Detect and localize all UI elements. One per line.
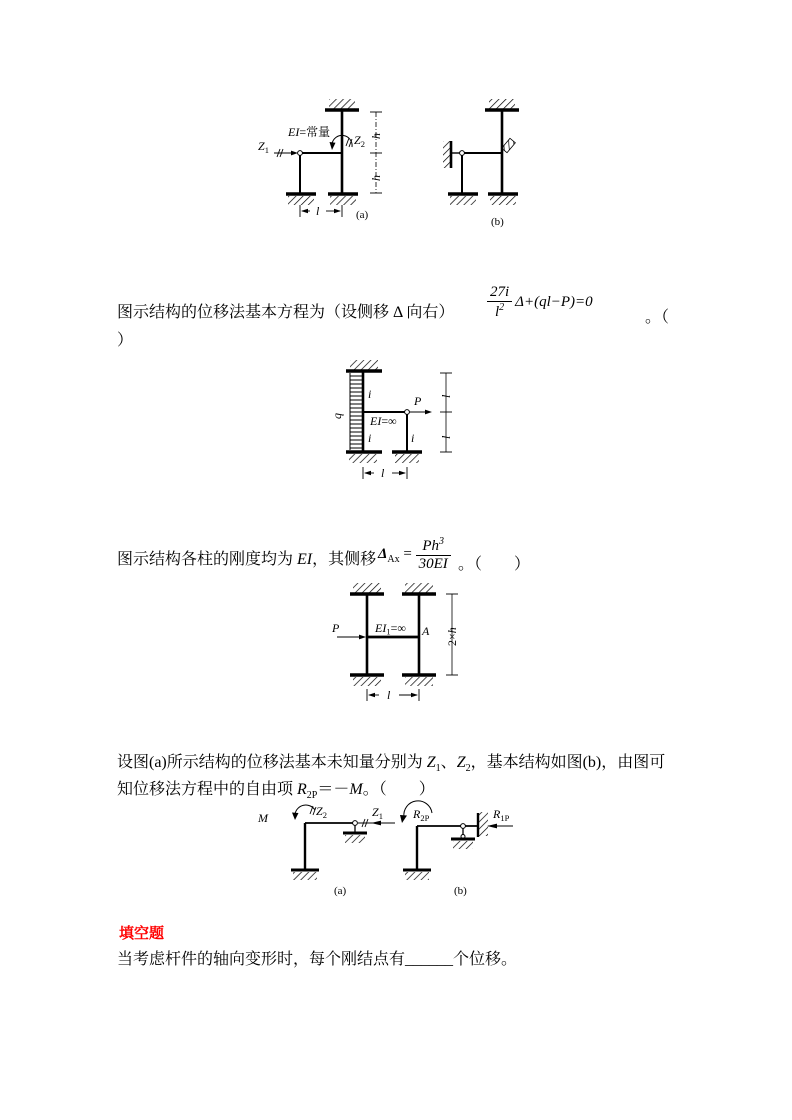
m-moment-arrow — [292, 805, 316, 820]
label-q: q — [330, 413, 344, 419]
label-l: l — [316, 204, 320, 218]
dim-h — [369, 112, 383, 193]
p-arrow — [331, 621, 366, 639]
hinge — [298, 151, 303, 156]
fig1b-tag: (b) — [491, 216, 504, 228]
fig1a-tag: (a) — [356, 209, 369, 221]
wall-support-hatch — [479, 812, 488, 836]
distributed-load-q — [330, 373, 362, 450]
label-h-upper: h — [369, 133, 383, 139]
hinge — [461, 824, 466, 829]
p-arrow — [409, 394, 432, 414]
hinge — [460, 151, 465, 156]
hinge-node — [405, 410, 410, 415]
label-h-lower: h — [369, 175, 383, 181]
label-i-left: i — [368, 431, 372, 445]
fig4b-structure — [400, 801, 513, 897]
q2-formula: $\Delta_{Ax}$ = $\frac{Ph^3}{30EI}$ — [378, 536, 451, 574]
q3-line2: 知位移法方程中的自由项 $R_{2P}=-M$。（ ） — [117, 781, 435, 802]
q1-after: 。（ — [645, 309, 670, 326]
q1-formula: $\frac{27i}{l^2}$ Δ+(ql−P)=0 — [487, 284, 593, 322]
q3-line1: 设图(a)所示结构的位移法基本未知量分别为 $Z_1$、$Z_2$，基本结构如图(b)，由图可 — [117, 754, 666, 775]
q1-frac-num: 27i — [487, 284, 512, 302]
dim-bottom — [367, 688, 419, 702]
label-r1p: $R_{1P}$ — [493, 807, 510, 823]
q1-text: 图示结构的位移法基本方程为（设侧移 Δ 向右） — [117, 304, 455, 321]
q1-close-paren: ） — [117, 332, 134, 349]
q1-formula-rest: Δ+(ql−P)=0 — [515, 294, 593, 311]
fig4b-tag: (b) — [454, 885, 467, 897]
label-l-lower: l — [439, 435, 453, 439]
label-point-a: A — [422, 624, 430, 638]
label-z2: $Z_2$ — [354, 133, 365, 149]
label-z1: $Z_1$ — [258, 139, 269, 155]
figure-h-frame — [325, 580, 470, 705]
label-i-top: i — [368, 387, 372, 401]
fig1a-structure — [258, 99, 383, 221]
figure-q-load-frame — [330, 358, 460, 488]
label-z2: $Z_2$ — [316, 804, 327, 820]
hinge — [353, 821, 358, 826]
fig4a-tag: (a) — [334, 885, 347, 897]
label-l: l — [387, 688, 391, 702]
fill-in-question: 当考虑杆件的轴向变形时，每个刚结点有______个位移。 — [117, 951, 518, 968]
z1-arrow — [274, 149, 298, 157]
fig4a-structure — [257, 804, 395, 897]
z1-arrow — [358, 819, 395, 827]
r1p-arrow — [487, 824, 513, 829]
label-z1: $Z_1$ — [372, 805, 383, 821]
label-p: P — [414, 394, 422, 408]
fig1b-structure — [443, 99, 519, 228]
dim-l — [300, 204, 342, 218]
figure-frame-ab — [250, 93, 550, 238]
dim-2xh — [445, 594, 459, 675]
label-l-bottom: l — [381, 466, 385, 480]
figure-l-frames-ab — [255, 805, 535, 900]
dim-right — [439, 373, 453, 452]
section-heading-fill-in: 填空题 — [119, 925, 165, 942]
dim-bottom — [363, 466, 407, 480]
label-i-right: i — [411, 431, 415, 445]
q2-text: 图示结构各柱的刚度均为 EI，其侧移 — [117, 551, 377, 568]
added-clamp-flag — [502, 138, 516, 152]
label-ei1-infinity: $EI_1=\infty$ — [375, 621, 406, 637]
label-2xh: 2×h — [445, 627, 459, 646]
label-m: M — [258, 811, 268, 825]
label-ei-constant: EI=常量 — [288, 125, 331, 139]
label-l-upper: l — [439, 394, 453, 398]
label-ei-infinity: EI=∞ — [370, 414, 397, 428]
label-r2p: $R_{2P}$ — [413, 807, 430, 823]
label-p: P — [332, 621, 340, 635]
q2-after: 。（ ） — [458, 556, 531, 573]
